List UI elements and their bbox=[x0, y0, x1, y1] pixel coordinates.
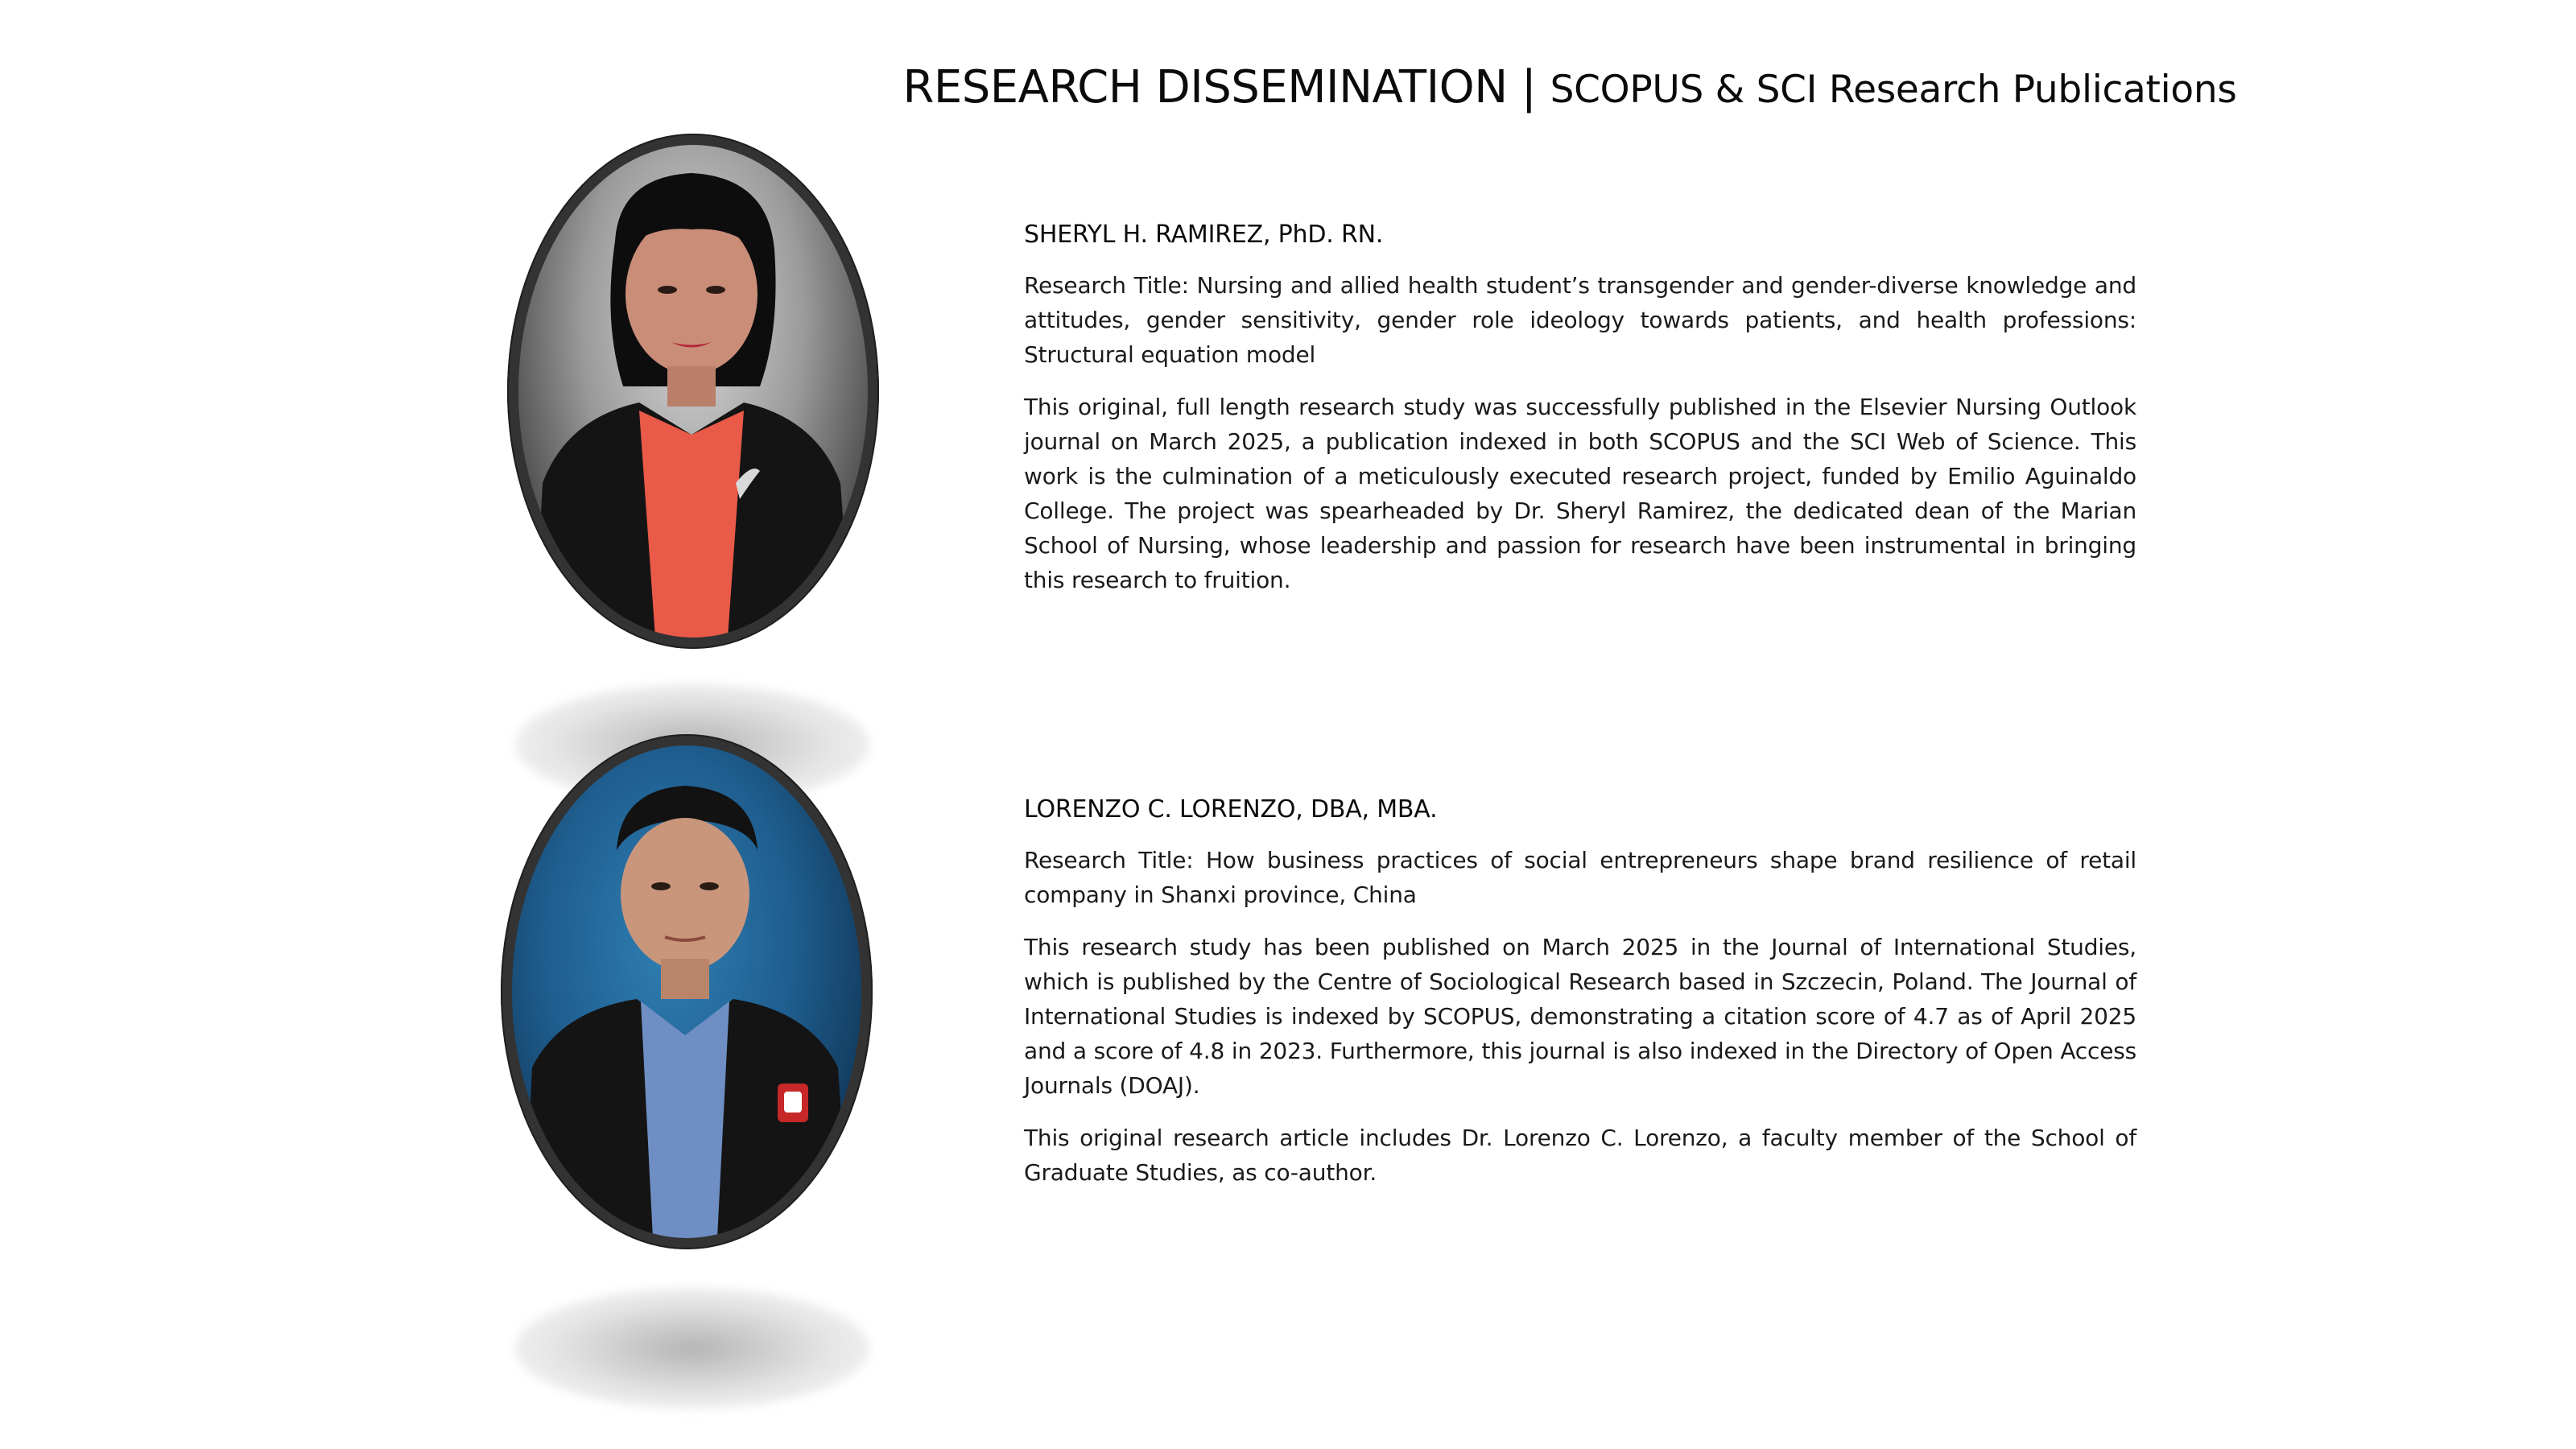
research-title: Research Title: Nursing and allied health student’s transgender and gender-diverse knowledge and attitudes, gender sensitivity, gender role ideology towards patients, and health professions: Structural equation model bbox=[1024, 272, 2136, 368]
portrait-photo bbox=[518, 145, 868, 638]
entry-name: LORENZO C. LORENZO, DBA, MBA. bbox=[1024, 795, 1438, 824]
person-illustration bbox=[512, 745, 861, 1238]
entry-description: This original, full length research study was successfully published in the Elsevier Nursing Outlook journal on March 2025, a publication indexed in both SCOPUS and the SCI Web of Science. This work is the culmination of a meticulously executed research project, funded by Emilio Aguinaldo College. The project was spearheaded by Dr. Sheryl Ramirez, the dedicated dean of the Marian School of Nursing, whose leadership and passion for research have been instrumental in bringing this research to fruition. bbox=[1024, 394, 2136, 593]
entry-coauthor-note: This original research article includes Dr. Lorenzo C. Lorenzo, a faculty member of the School of Graduate Studies, as co-author. bbox=[1024, 1125, 2136, 1186]
entry-sheryl-ramirez bbox=[1024, 221, 2136, 615]
entry-description: This research study has been published on March 2025 in the Journal of International Studies, which is published by the Centre of Sociological Research based in Szczecin, Poland. The Journal of International Studies is indexed by SCOPUS, demonstrating a citation score of 4.7 as of April 2025 and a score of 4.8 in 2023. Furthermore, this journal is also indexed in the Directory of Open Access Journals (DOAJ). bbox=[1024, 934, 2136, 1099]
portrait-shadow bbox=[515, 1288, 869, 1409]
person-illustration bbox=[518, 145, 868, 638]
research-title: Research Title: How business practices of social entrepreneurs shape brand resilience of retail company in Shanxi province, China bbox=[1024, 847, 2136, 908]
portrait-photo bbox=[512, 745, 861, 1238]
entry-name: SHERYL H. RAMIREZ, PhD. RN. bbox=[1024, 221, 1384, 249]
portrait-sheryl-ramirez bbox=[507, 134, 879, 649]
entry-lorenzo-lorenzo bbox=[1024, 795, 2136, 1208]
page-title-sub: SCOPUS & SCI Research Publications bbox=[1550, 68, 2237, 112]
portrait-lorenzo-lorenzo bbox=[501, 734, 873, 1249]
page-title-main: RESEARCH DISSEMINATION | bbox=[902, 61, 1550, 114]
page-title bbox=[886, 61, 2254, 114]
